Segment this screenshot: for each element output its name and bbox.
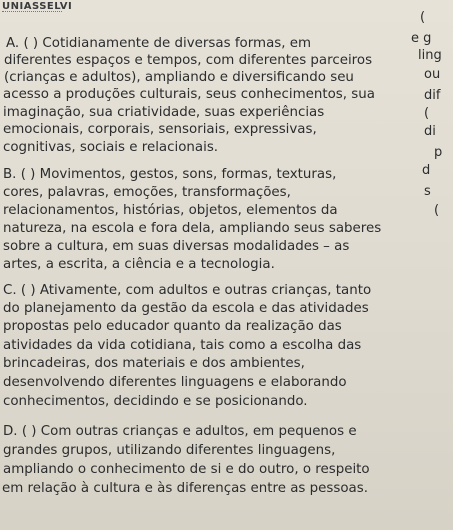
option-b-line-5: sobre a cultura, em suas diversas modalidades – as [3,239,350,254]
option-a-line-2: diferentes espaços e tempos, com diferentes parceiros [4,53,373,68]
right-column-fragment: e g [411,31,432,46]
option-b-line-4: natureza, na escola e fora dela, ampliando seus saberes [3,221,382,236]
option-b-line-2: cores, palavras, emoções, transformações, [3,185,291,200]
option-a-line-3: (crianças e adultos), ampliando e diversificando seu [4,70,354,85]
option-a-line-7: cognitivas, sociais e relacionais. [3,140,219,155]
right-column-fragment: dif [424,88,441,103]
option-a-line-4: acesso a produções culturais, seus conhecimentos, sua [3,87,375,102]
option-d-line-4: em relação à cultura e às diferenças entre as pessoas. [2,481,368,496]
option-a-line-6: emocionais, corporais, sensoriais, expressivas, [3,122,317,137]
right-column-fragment: ( [434,203,440,218]
option-b-line-3: relacionamentos, histórias, objetos, elementos da [3,203,338,218]
right-column-fragment: ling [418,48,442,63]
option-a-line-5: imaginação, sua criatividade, suas experiências [3,105,325,120]
right-column-fragment: ou [424,67,441,82]
right-column-fragment: ( [424,106,430,121]
right-column-fragment: p [434,145,443,160]
option-b-line-1: B. ( ) Movimentos, gestos, sons, formas, texturas, [3,167,337,182]
option-c-line-3: propostas pelo educador quanto da realização das [3,319,342,334]
logo-underline [2,11,62,15]
uniasselvi-logo: UNIASSELVI [2,1,73,12]
option-c-line-2: do planejamento da gestão da escola e das atividades [3,301,369,316]
option-c-line-6: desenvolvendo diferentes linguagens e elaborando [3,375,347,390]
option-d-line-1: D. ( ) Com outras crianças e adultos, em pequenos e [3,424,357,439]
option-b-line-6: artes, a escrita, a ciência e a tecnologia. [3,257,275,272]
option-d-line-2: grandes grupos, utilizando diferentes linguagens, [3,443,336,458]
option-a-line-1: A. ( ) Cotidianamente de diversas formas, em [6,36,312,51]
right-column-fragment: s [424,184,431,199]
option-c-line-7: conhecimentos, decidindo e se posicionando. [3,394,308,409]
option-c-line-5: brincadeiras, dos materiais e dos ambientes, [3,356,305,371]
option-c-line-4: atividades da vida cotidiana, tais como a escolha das [3,338,362,353]
right-column-fragment: ( [420,10,426,25]
option-d-line-3: ampliando o conhecimento de si e do outro, o respeito [3,462,370,477]
right-column-fragment: d [422,163,431,178]
option-c-line-1: C. ( ) Ativamente, com adultos e outras crianças, tanto [3,283,372,298]
right-column-fragment: di [424,124,436,139]
